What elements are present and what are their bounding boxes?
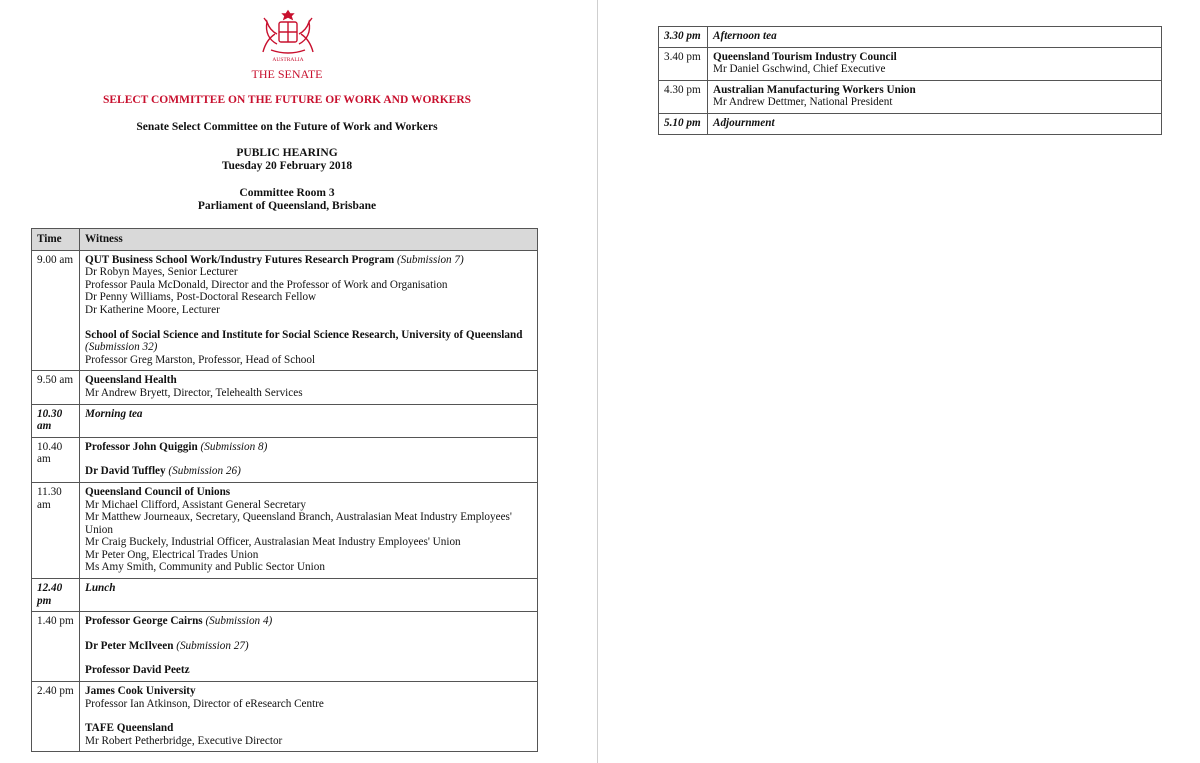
time-column-header: Time bbox=[32, 229, 80, 251]
schedule-row bbox=[659, 47, 1162, 80]
witness-person: Mr Peter Ong, Electrical Trades Union bbox=[85, 548, 259, 561]
committee-title: SELECT COMMITTEE ON THE FUTURE OF WORK AND WORKERS bbox=[102, 94, 472, 106]
group-spacer bbox=[85, 652, 532, 664]
group-spacer bbox=[85, 628, 532, 640]
witness-cell bbox=[80, 682, 538, 752]
schedule-table-left bbox=[31, 228, 538, 752]
witness-cell bbox=[80, 482, 538, 578]
submission-reference: (Submission 27) bbox=[176, 639, 249, 652]
witness-cell bbox=[80, 371, 538, 404]
time-cell: 1.40 pm bbox=[32, 612, 80, 682]
organisation-name: Dr Peter McIlveen bbox=[85, 639, 174, 652]
witness-cell bbox=[80, 404, 538, 437]
witness-organisation bbox=[85, 441, 532, 454]
witness-organisation bbox=[713, 51, 1156, 64]
group-spacer bbox=[85, 453, 532, 465]
page-divider bbox=[597, 0, 598, 763]
time-cell: 10.30 am bbox=[32, 404, 80, 437]
witness-organisation bbox=[85, 722, 532, 735]
witness-column-header: Witness bbox=[80, 229, 538, 251]
senate-label: THE SENATE bbox=[251, 67, 323, 81]
submission-reference: (Submission 8) bbox=[200, 440, 268, 453]
time-cell: 3.30 pm bbox=[659, 27, 708, 48]
witness-organisation bbox=[713, 84, 1156, 97]
submission-reference: (Submission 7) bbox=[396, 253, 464, 266]
time-cell: 2.40 pm bbox=[32, 682, 80, 752]
break-label: Afternoon tea bbox=[713, 30, 777, 42]
hearing-type: PUBLIC HEARING bbox=[236, 147, 338, 159]
witness-person: Dr Penny Williams, Post-Doctoral Research Fellow bbox=[85, 291, 317, 304]
time-cell: 9.50 am bbox=[32, 371, 80, 404]
organisation-name: QUT Business School Work/Industry Futures Research Program bbox=[85, 253, 395, 266]
time-cell: 9.00 am bbox=[32, 250, 80, 371]
witness-person: Ms Amy Smith, Community and Public Sector Union bbox=[85, 561, 325, 574]
schedule-row bbox=[32, 612, 538, 682]
witness-person: Professor Greg Marston, Professor, Head of School bbox=[85, 353, 316, 366]
time-cell: 11.30 am bbox=[32, 482, 80, 578]
witness-organisation bbox=[85, 329, 532, 354]
organisation-name: School of Social Science and Institute for Social Science Research, University of Queensland bbox=[85, 328, 523, 341]
organisation-name: Australian Manufacturing Workers Union bbox=[713, 83, 916, 96]
organisation-name: Queensland Tourism Industry Council bbox=[713, 50, 897, 63]
organisation-name: Dr David Tuffley bbox=[85, 465, 166, 478]
organisation-name: Professor David Peetz bbox=[85, 664, 190, 677]
witness-cell bbox=[708, 80, 1162, 113]
witness-cell bbox=[708, 47, 1162, 80]
witness-person: Dr Katherine Moore, Lecturer bbox=[85, 303, 220, 316]
hearing-room: Committee Room 3 bbox=[239, 187, 335, 199]
witness-person: Mr Andrew Dettmer, National President bbox=[713, 96, 893, 109]
witness-person: Mr Craig Buckely, Industrial Officer, Australasian Meat Industry Employees' Union bbox=[85, 536, 461, 549]
witness-person: Mr Michael Clifford, Assistant General Secretary bbox=[85, 498, 306, 511]
submission-reference: (Submission 32) bbox=[85, 341, 158, 354]
coat-of-arms-logo bbox=[255, 8, 321, 64]
organisation-name: Queensland Health bbox=[85, 374, 177, 387]
witness-person: Mr Robert Petherbridge, Executive Director bbox=[85, 734, 283, 747]
witness-cell bbox=[80, 250, 538, 371]
witness-cell bbox=[80, 579, 538, 612]
hearing-date: Tuesday 20 February 2018 bbox=[221, 160, 353, 172]
submission-reference: (Submission 4) bbox=[205, 615, 273, 628]
witness-person: Mr Andrew Bryett, Director, Telehealth Services bbox=[85, 386, 303, 399]
time-cell: 4.30 pm bbox=[659, 80, 708, 113]
organisation-name: Professor George Cairns bbox=[85, 615, 203, 628]
time-cell: 3.40 pm bbox=[659, 47, 708, 80]
witness-cell bbox=[708, 27, 1162, 48]
break-row bbox=[659, 113, 1162, 134]
time-cell: 10.40 am bbox=[32, 437, 80, 482]
witness-person: Mr Matthew Journeaux, Secretary, Queensland Branch, Australasian Meat Industry Employees' Union bbox=[85, 511, 512, 536]
witness-organisation bbox=[85, 685, 532, 698]
schedule-row bbox=[32, 682, 538, 752]
witness-organisation bbox=[85, 374, 532, 387]
group-spacer bbox=[85, 317, 532, 329]
break-row bbox=[32, 579, 538, 612]
witness-organisation bbox=[85, 486, 532, 499]
witness-organisation bbox=[85, 664, 532, 677]
witness-person: Professor Paula McDonald, Director and the Professor of Work and Organisation bbox=[85, 278, 448, 291]
schedule-row bbox=[32, 437, 538, 482]
submission-reference: (Submission 26) bbox=[168, 465, 241, 478]
time-cell: 5.10 pm bbox=[659, 113, 708, 134]
break-row bbox=[32, 404, 538, 437]
witness-cell bbox=[80, 437, 538, 482]
organisation-name: TAFE Queensland bbox=[85, 722, 174, 735]
schedule-row bbox=[659, 80, 1162, 113]
break-label: Lunch bbox=[85, 582, 116, 595]
group-spacer bbox=[85, 710, 532, 722]
witness-organisation bbox=[85, 615, 532, 628]
schedule-row bbox=[32, 371, 538, 404]
svg-text:AUSTRALIA: AUSTRALIA bbox=[272, 57, 304, 63]
witness-organisation bbox=[85, 640, 532, 653]
hearing-venue: Parliament of Queensland, Brisbane bbox=[197, 200, 377, 212]
witness-organisation bbox=[85, 254, 532, 267]
witness-cell bbox=[80, 612, 538, 682]
witness-person: Professor Ian Atkinson, Director of eResearch Centre bbox=[85, 697, 324, 710]
witness-person: Mr Daniel Gschwind, Chief Executive bbox=[713, 63, 886, 76]
schedule-row bbox=[32, 250, 538, 371]
organisation-name: Queensland Council of Unions bbox=[85, 485, 231, 498]
schedule-row bbox=[32, 482, 538, 578]
break-label: Adjournment bbox=[713, 116, 775, 129]
time-cell: 12.40 pm bbox=[32, 579, 80, 612]
break-row bbox=[659, 27, 1162, 48]
witness-cell bbox=[708, 113, 1162, 134]
organisation-name: James Cook University bbox=[85, 685, 196, 698]
schedule-table-right bbox=[658, 26, 1162, 135]
witness-person: Dr Robyn Mayes, Senior Lecturer bbox=[85, 266, 238, 279]
document-subtitle: Senate Select Committee on the Future of Work and Workers bbox=[136, 121, 438, 133]
organisation-name: Professor John Quiggin bbox=[85, 440, 198, 453]
witness-organisation bbox=[85, 465, 532, 478]
break-label: Morning tea bbox=[85, 407, 143, 420]
